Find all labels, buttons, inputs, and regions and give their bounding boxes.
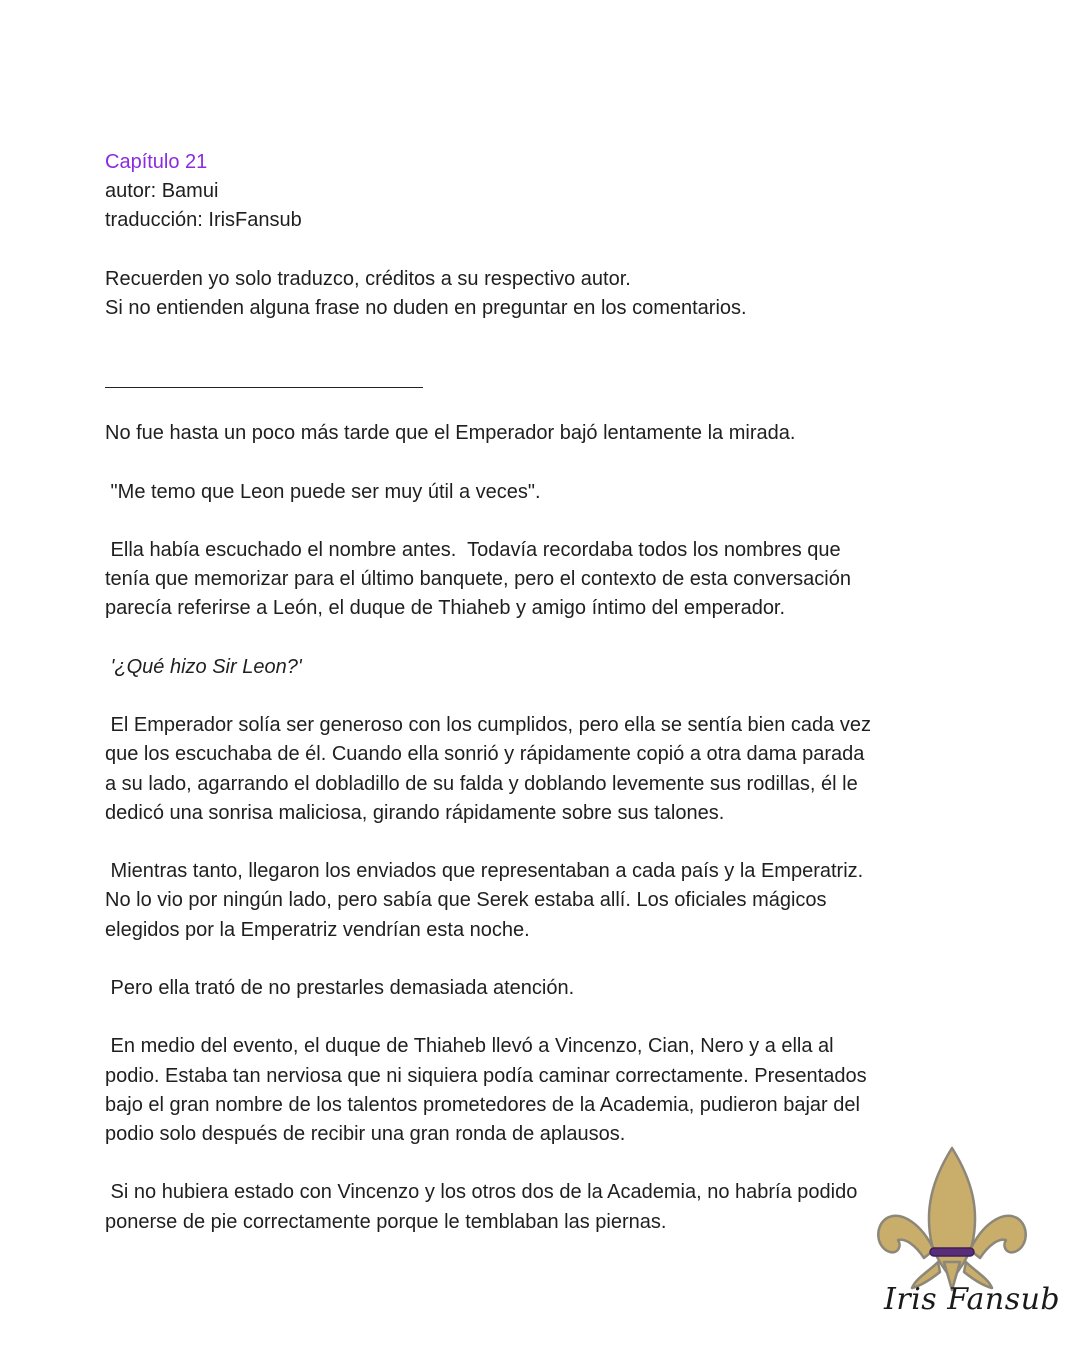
paragraph-8-line-1: En medio del evento, el duque de Thiaheb llevó a Vincenzo, Cian, Nero y a ella al <box>105 1035 834 1058</box>
chapter-title: Capítulo 21 <box>105 151 208 173</box>
paragraph-3-line-2: tenía que memorizar para el último banquete, pero el contexto de esta conversación <box>105 568 851 591</box>
paragraph-9-line-2: ponerse de pie correctamente porque le temblaban las piernas. <box>105 1210 667 1233</box>
paragraph-5-line-1: El Emperador solía ser generoso con los cumplidos, pero ella se sentía bien cada vez <box>105 714 871 737</box>
document-body <box>105 148 935 1237</box>
paragraph-8-line-2: podio. Estaba tan nerviosa que ni siquiera podía caminar correctamente. Presentados <box>105 1064 867 1087</box>
paragraph-1: No fue hasta un poco más tarde que el Emperador bajó lentamente la mirada. <box>105 422 796 445</box>
paragraph-6-line-2: No lo vio por ningún lado, pero sabía que Serek estaba allí. Los oficiales mágicos <box>105 889 827 912</box>
paragraph-9-line-1: Si no hubiera estado con Vincenzo y los otros dos de la Academia, no habría podido <box>105 1181 858 1204</box>
notice-line-1: Recuerden yo solo traduzco, créditos a su respectivo autor. <box>105 267 631 290</box>
paragraph-5-line-2: que los escuchaba de él. Cuando ella sonrió y rápidamente copió a otra dama parada <box>105 743 865 766</box>
paragraph-2: "Me temo que Leon puede ser muy útil a veces". <box>105 480 541 503</box>
paragraph-3-line-1: Ella había escuchado el nombre antes. Todavía recordaba todos los nombres que <box>105 538 841 561</box>
paragraph-6-line-3: elegidos por la Emperatriz vendrían esta noche. <box>105 918 530 941</box>
author-line: autor: Bamui <box>105 180 219 203</box>
paragraph-6-line-1: Mientras tanto, llegaron los enviados que representaban a cada país y la Emperatriz. <box>105 860 864 883</box>
notice-line-2: Si no entienden alguna frase no duden en preguntar en los comentarios. <box>105 297 747 319</box>
watermark-text: Iris Fansub <box>884 1282 1061 1317</box>
paragraph-7: Pero ella trató de no prestarles demasiada atención. <box>105 976 575 999</box>
paragraph-5-line-3: a su lado, agarrando el dobladillo de su falda y doblando levemente sus rodillas, él le <box>105 772 858 795</box>
paragraph-4: '¿Qué hizo Sir Leon?' <box>105 655 302 678</box>
paragraph-5-line-4: dedicó una sonrisa maliciosa, girando rápidamente sobre sus talones. <box>105 801 725 824</box>
paragraph-8-line-3: bajo el gran nombre de los talentos prometedores de la Academia, pudieron bajar del <box>105 1093 860 1116</box>
paragraph-3-line-3: parecía referirse a León, el duque de Thiaheb y amigo íntimo del emperador. <box>105 597 786 620</box>
paragraph-8-line-4: podio solo después de recibir una gran ronda de aplausos. <box>105 1122 626 1145</box>
translation-line: traducción: IrisFansub <box>105 209 302 232</box>
